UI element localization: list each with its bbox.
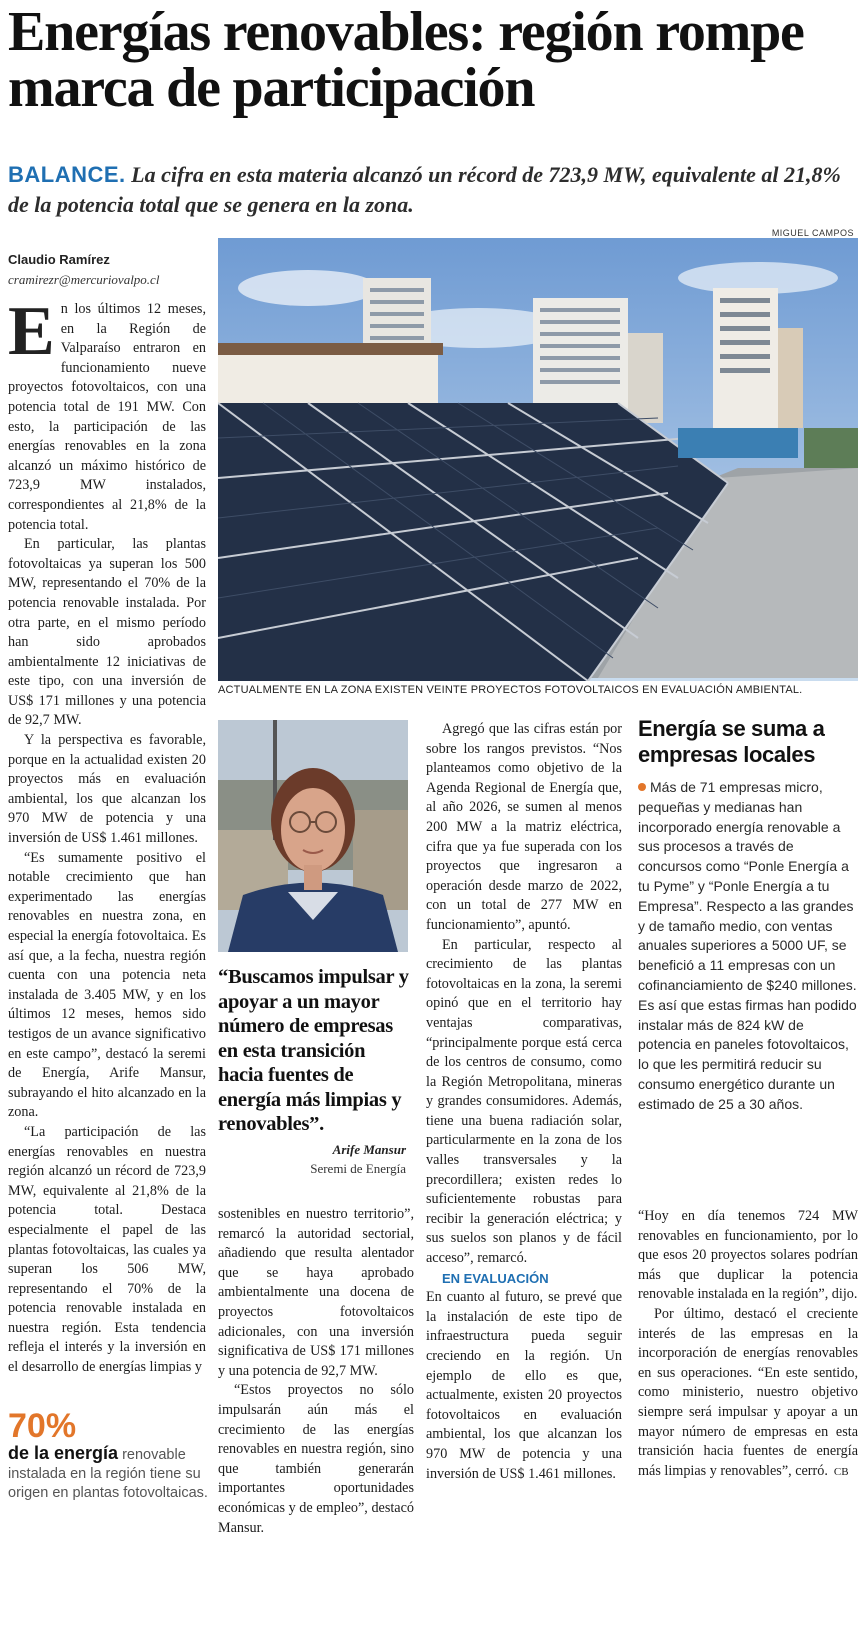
photo-credit: MIGUEL CAMPOS: [771, 228, 854, 238]
portrait-photo: [218, 720, 408, 952]
paragraph: [638, 1305, 858, 1482]
drop-cap: E: [8, 300, 55, 370]
paragraph: Agregó que las cifras están por sobre los rangos previstos. “Nos planteamos como objetivo de la Agenda Regional de Energía que, al año 2026, se sumen al menos 200 MW a la matriz eléctrica, cifra que ya fue superada con los proyectos que ingresaron a operación desde marzo de 2022, con un total de 277 MW en funcionamiento”, apuntó.: [426, 721, 622, 933]
paragraph: Y la perspectiva es favorable, porque en la actualidad existen 20 proyectos más en evaluación ambiental, los que alcanzan los 970 MW de potencia y una inversión de US$ 1.461 millones.: [8, 732, 206, 847]
paragraph: En particular, las plantas fotovoltaicas ya superan los 500 MW, representando el 70% de la potencia renovable instalada. Por otra parte, en el mismo período han sido aprobados ambientalmente 12 iniciativas de este tipo, con una inversión de US$ 171 millones y una potencia de 92,7 MW.: [8, 536, 206, 729]
article-column-4: [638, 1207, 858, 1562]
subheadline: [8, 160, 858, 220]
byline-email[interactable]: cramirezr@mercuriovalpo.cl: [8, 272, 160, 287]
paragraph: “Hoy en día tenemos 724 MW renovables en funcionamiento, por lo que esos 20 proyectos solares podrían más que duplicar la potencia renovable instalada en la región”, dijo.: [638, 1208, 858, 1303]
article-column-1: [8, 300, 206, 1398]
end-mark: CB: [833, 1465, 849, 1478]
subhead-text: La cifra en esta materia alcanzó un récord de 723,9 MW, equivalente al 21,8% de la potencia total que se genera en la zona.: [8, 162, 841, 217]
quote-author-role: Seremi de Energía: [310, 1161, 406, 1176]
sidebar-box-body: [638, 778, 858, 1178]
stat-description: [8, 1444, 208, 1503]
stat-lead: de la energía: [8, 1443, 119, 1463]
paragraph-text: Por último, destacó el creciente interés de las empresas en la incorporación de energías renovables en sus operaciones. “En este sentido, como ministerio, nuestro objetivo siempre será impulsar y apoyar a un mayor número de empresas en esta transición hacia fuentes de energía más limpias y renovables”, cerró.: [638, 1305, 858, 1479]
sidebar-box-title: Energía se suma a empresas locales: [638, 716, 825, 767]
stat-number: 70%: [8, 1407, 77, 1445]
section-subheading: EN EVALUACIÓN: [442, 1270, 549, 1286]
headline: Energías renovables: región rompe marca de participación: [8, 1, 804, 119]
stat-text: renovable instalada en la región tiene su origen en plantas fotovoltaicas.: [8, 1447, 208, 1501]
subhead-kicker: BALANCE.: [8, 162, 126, 187]
article-column-2: [218, 1205, 414, 1560]
byline-author: Claudio Ramírez: [8, 252, 110, 267]
stat-callout: [8, 1408, 208, 1503]
paragraph: n los últimos 12 meses, en la Región de Valparaíso entraron en funcionamiento nueve proyectos fotovoltaicos, con una potencia total de 191 MW. Con esto, la participación de las energías renovables en la zona alcanzó un máximo histórico de 723,9 MW instalados, correspondientes al 21,8% de la potencia total.: [8, 301, 206, 533]
pull-quote: “Buscamos impulsar y apoyar a un mayor número de empresas en esta transición hacia fuentes de energía más limpias y renovables”.: [218, 966, 409, 1135]
paragraph: “Estos proyectos no sólo impulsarán aún más el crecimiento de las energías renovables en nuestra región, sino que también generarán importantes oportunidades económicas y de empleo”, destacó Mansur.: [218, 1382, 414, 1536]
photo-caption: ACTUALMENTE EN LA ZONA EXISTEN VEINTE PROYECTOS FOTOVOLTAICOS EN EVALUACIÓN AMBIENTAL.: [218, 684, 803, 696]
sidebar-box-text: Más de 71 empresas micro, pequeñas y medianas han incorporado energía renovable a sus procesos a través de concursos como “Ponle Energía a tu Pyme” y “Ponle Energía a tu Empresa”. Respecto a las grandes y de tamaño medio, con ventas anuales superiores a 5000 UF, se benefició a 11 empresas con un cofinanciamiento de $240 millones. Es así que estas firmas han podido instalar más de 824 kW de potencia en paneles fotovoltaicos, lo que les permitirá reducir su consumo energético durante un estimado de 25 a 30 años.: [638, 779, 857, 1112]
quote-author: Arife Mansur: [332, 1142, 406, 1157]
bullet-icon: [638, 783, 646, 791]
paragraph: “La participación de las energías renovables en nuestra región alcanzó un récord de 723,9 MW, equivalente al 21,8% de la potencia total. Destaca especialmente el papel de las plantas fotovoltaicas, las cuales ya superan los 506 MW, representando el 70% de la potencia renovable instalada en nuestra región. Esta tendencia refleja el interés y la inversión en el desarrollo de energías limpias y: [8, 1123, 206, 1376]
paragraph: “Es sumamente positivo el notable crecimiento que han experimentado las energías renovables en nuestra zona, en especial la energía fotovoltaica. Es así que, a la fecha, nuestra región cuenta con una potencia neta instalada de 3.405 MW, y en los últimos 12 meses, hemos sido testigos de un avance significativo en este campo”, destacó la seremi de Energía, Arife Mansur, subrayando el hito alcanzado en la zona.: [8, 849, 206, 1121]
paragraph: En cuanto al futuro, se prevé que la instalación de este tipo de infraestructura pueda seguir creciendo en la región. Un ejemplo de ello es que, actualmente, existen 20 proyectos fotovoltaicos en evaluación ambiental, los que alcanzan los 970 MW de potencia y una inversión de US$ 1.461 millones.: [426, 1289, 622, 1482]
paragraph: En particular, respecto al crecimiento de las plantas fotovoltaicas en la zona, la seremi opinó que en el territorio hay ventajas comparativas, “principalmente porque está cerca de los centros de consumo, como la Región Metropolitana, mineras y grandes consumidores. Además, tiene una buena radiación solar, particularmente en la zona de los valles transversales y la precordillera; existen redes lo suficientemente robustas para recibir la generación eléctrica; y sus suelos son planos y de fácil acceso”, remarcó.: [426, 936, 622, 1267]
article-column-3: [426, 720, 622, 1560]
paragraph: sostenibles en nuestro territorio”, remarcó la autoridad sectorial, añadiendo que resulta alentador que se haya aprobado ambientalmente una docena de proyectos fotovoltaicos adicionales, con una inversión significativa de US$ 171 millones y una potencia de 92,7 MW.: [218, 1206, 414, 1379]
solar-panels-photo: [218, 238, 858, 681]
